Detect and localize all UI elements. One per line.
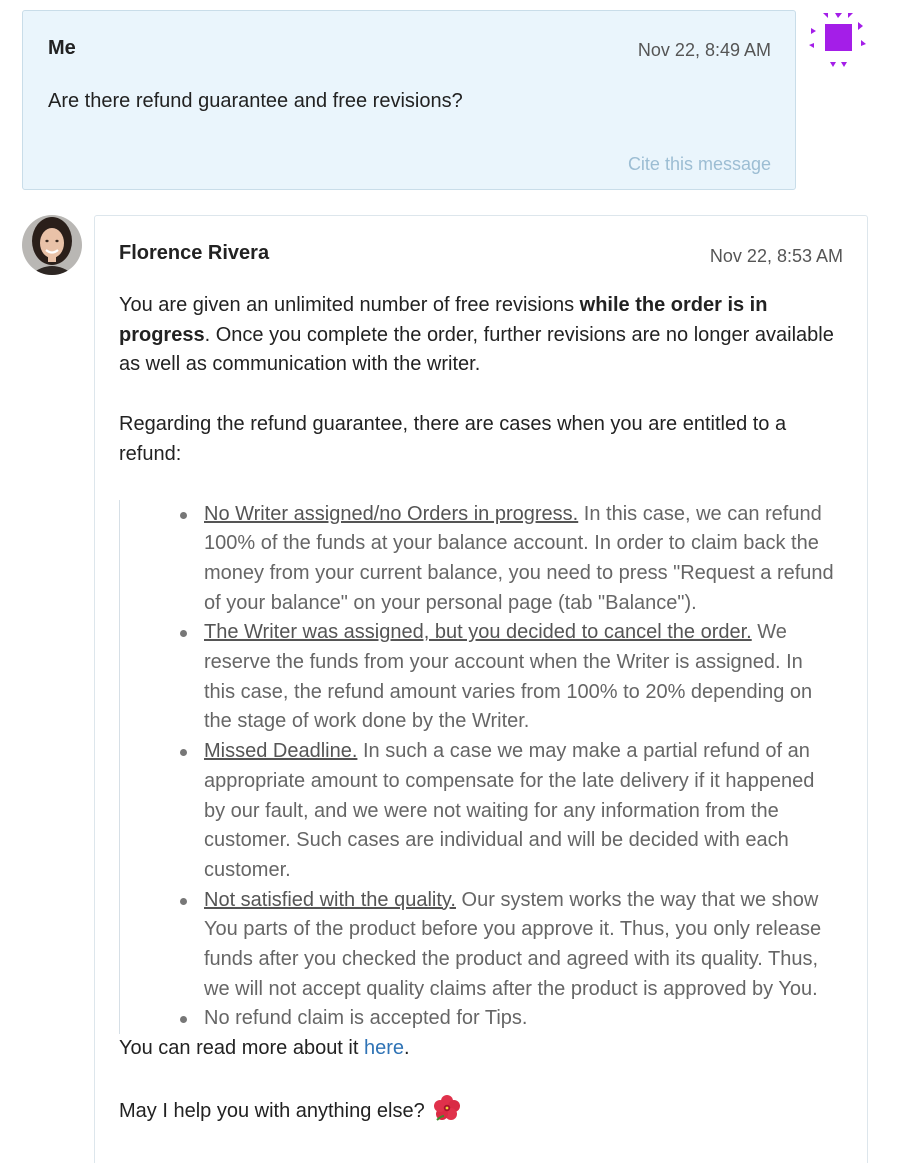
paragraph-text: You are given an unlimited number of free revisions [119, 294, 580, 316]
bullet-icon [180, 1016, 187, 1023]
avatar [22, 215, 82, 275]
agent-message [94, 215, 868, 1163]
list-item [204, 737, 849, 886]
refund-intro-paragraph: Regarding the refund guarantee, there are cases when you are entitled to a refund: [119, 413, 787, 465]
case-text: In such a case we may make a partial refund of an appropriate amount to compensate for the late delivery if it happened by our fault, and we were not waiting for any information from the customer. Such cases are individual and will be decided with each customer. [204, 740, 815, 881]
message-timestamp: Nov 22, 8:53 AM [709, 246, 843, 266]
case-title: Not satisfied with the quality. [204, 888, 456, 911]
bullet-icon [180, 898, 187, 905]
revisions-paragraph [119, 291, 849, 380]
my-message [22, 10, 796, 190]
bullet-icon [180, 630, 187, 637]
paragraph-text: . [404, 1037, 410, 1060]
paragraph-text: . Once you complete the order, further revisions are no longer available as well as communication with the writer. [119, 323, 834, 376]
list-item [204, 886, 849, 1005]
case-text: No refund claim is accepted for Tips. [204, 1007, 528, 1030]
case-title: Missed Deadline. [204, 740, 358, 763]
user-badge-icon [808, 10, 870, 70]
case-text: Our system works the way that we show You parts of the product before you approve it. Thus, you only release funds after you checked the product and agreed with its quality. Thus, we will not accept quality claims after the product is approved by You. [204, 888, 822, 1000]
closing-paragraph [119, 1094, 849, 1127]
bullet-icon [180, 749, 187, 756]
case-title: The Writer was assigned, but you decided to cancel the order. [204, 621, 752, 644]
case-title: No Writer assigned/no Orders in progress. [204, 502, 579, 525]
message-author: Florence Rivera [119, 242, 270, 264]
list-item [204, 618, 849, 737]
message-body [119, 291, 849, 1127]
cite-message-link[interactable]: Cite this message [627, 154, 771, 174]
paragraph-text: May I help you with anything else? [119, 1099, 425, 1122]
list-item [204, 500, 849, 619]
hibiscus-icon [433, 1094, 461, 1122]
bullet-icon [180, 512, 187, 519]
message-text: Are there refund guarantee and free revisions? [48, 90, 463, 112]
message-timestamp: Nov 22, 8:49 AM [637, 40, 771, 60]
paragraph-bold-text: while the order is in progress [119, 294, 768, 346]
case-text: We reserve the funds from your account when the Writer is assigned. In this case, the refund amount varies from 100% to 20% depending on the stage of work done by the Writer. [204, 621, 813, 733]
here-link[interactable]: here [363, 1037, 405, 1060]
refund-cases-list [120, 500, 849, 1035]
message-author: Me [48, 37, 76, 59]
paragraph-text: You can read more about it [119, 1037, 364, 1060]
refund-cases-quote [119, 500, 849, 1035]
list-item [204, 1004, 849, 1034]
read-more-paragraph [119, 1034, 849, 1064]
case-text: In this case, we can refund 100% of the funds at your balance account. In order to claim back the money from your current balance, you need to press "Request a refund of your balance" on your personal page (tab "Balance"). [204, 502, 834, 614]
